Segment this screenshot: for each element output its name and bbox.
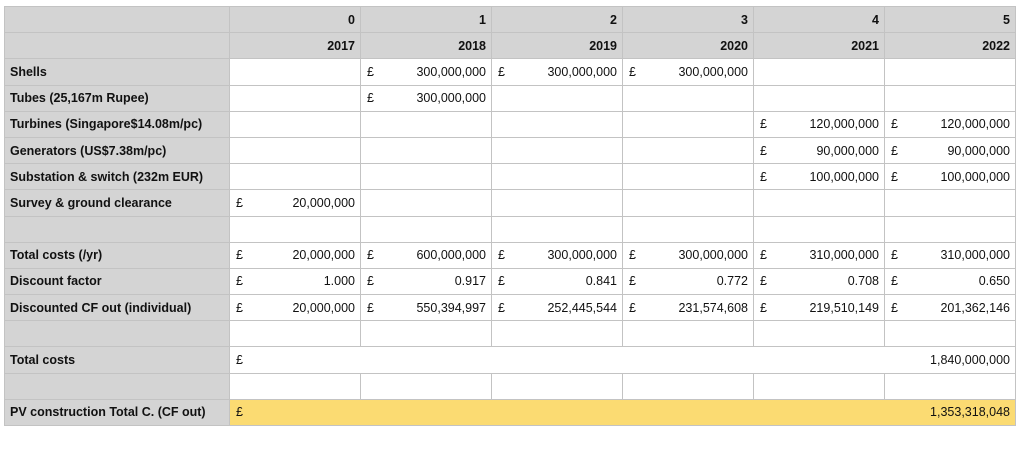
currency-symbol: £: [629, 64, 636, 79]
amount-text: 219,510,149: [809, 300, 879, 315]
row-label-cell[interactable]: Substation & switch (232m EUR): [5, 164, 230, 190]
value-cell[interactable]: [754, 295, 885, 321]
row-label-cell[interactable]: Discounted CF out (individual): [5, 295, 230, 321]
currency-symbol: £: [236, 195, 243, 210]
currency-symbol: £: [760, 143, 767, 158]
amount-text: 0.841: [585, 274, 617, 289]
period-header-cell[interactable]: 1: [361, 7, 492, 33]
value-cell[interactable]: [361, 242, 492, 268]
table-row: [5, 59, 1016, 85]
currency-symbol: £: [760, 248, 767, 263]
currency-symbol: £: [498, 300, 505, 315]
currency-symbol: £: [760, 169, 767, 184]
table-row: [5, 321, 1016, 347]
value-cell[interactable]: [492, 216, 623, 242]
year-header-cell[interactable]: 2018: [361, 33, 492, 59]
value-cell[interactable]: [492, 373, 623, 399]
period-header-cell[interactable]: 0: [230, 7, 361, 33]
amount-text: 0.708: [847, 274, 879, 289]
value-cell[interactable]: [623, 373, 754, 399]
currency-value: [759, 301, 879, 315]
total-costs-row: [5, 347, 1016, 373]
amount-text: 1.000: [323, 274, 355, 289]
amount-text: 300,000,000: [547, 64, 617, 79]
row-label-cell[interactable]: Tubes (25,167m Rupee): [5, 85, 230, 111]
value-cell[interactable]: [623, 164, 754, 190]
currency-symbol: £: [760, 300, 767, 315]
value-cell[interactable]: [885, 164, 1016, 190]
value-cell[interactable]: [230, 373, 361, 399]
currency-symbol: £: [367, 91, 374, 106]
currency-value: [890, 274, 1010, 288]
value-cell[interactable]: [361, 295, 492, 321]
currency-value: [366, 248, 486, 262]
value-cell[interactable]: [754, 216, 885, 242]
currency-symbol: £: [498, 274, 505, 289]
value-cell[interactable]: [885, 190, 1016, 216]
currency-value: [759, 170, 879, 184]
value-cell[interactable]: [754, 268, 885, 294]
table-row: [5, 137, 1016, 163]
table-row: [5, 164, 1016, 190]
amount-text: 300,000,000: [416, 91, 486, 106]
value-cell[interactable]: [754, 137, 885, 163]
currency-value: [759, 144, 879, 158]
amount-text: 90,000,000: [947, 143, 1010, 158]
amount-text: 100,000,000: [940, 169, 1010, 184]
table-row: [5, 242, 1016, 268]
value-cell[interactable]: [492, 190, 623, 216]
currency-symbol: £: [236, 300, 243, 315]
header-corner-cell[interactable]: [5, 7, 230, 33]
amount-text: 100,000,000: [809, 169, 879, 184]
period-header-cell[interactable]: 2: [492, 7, 623, 33]
value-cell[interactable]: [623, 190, 754, 216]
value-cell[interactable]: [492, 59, 623, 85]
value-cell[interactable]: [885, 321, 1016, 347]
currency-symbol: £: [236, 274, 243, 289]
value-cell[interactable]: [230, 268, 361, 294]
currency-symbol: £: [367, 274, 374, 289]
year-header-cell[interactable]: 2020: [623, 33, 754, 59]
year-header-cell[interactable]: 2022: [885, 33, 1016, 59]
value-cell[interactable]: [361, 268, 492, 294]
currency-value: [235, 248, 355, 262]
currency-value: [890, 170, 1010, 184]
row-label-cell[interactable]: Discount factor: [5, 268, 230, 294]
amount-text: 0.650: [978, 274, 1010, 289]
pv-total-row: [5, 399, 1016, 425]
value-cell[interactable]: [361, 373, 492, 399]
value-cell[interactable]: [754, 321, 885, 347]
value-cell[interactable]: [230, 321, 361, 347]
value-cell[interactable]: [885, 111, 1016, 137]
table-row: [5, 295, 1016, 321]
value-cell[interactable]: [885, 216, 1016, 242]
table-row: [5, 111, 1016, 137]
value-cell[interactable]: [230, 190, 361, 216]
amount-text: 310,000,000: [809, 248, 879, 263]
currency-symbol: £: [236, 353, 243, 368]
row-label-cell[interactable]: Turbines (Singapore$14.08m/pc): [5, 111, 230, 137]
currency-value: [890, 301, 1010, 315]
value-cell[interactable]: [492, 295, 623, 321]
currency-value: [366, 65, 486, 79]
currency-value: [497, 248, 617, 262]
row-label-cell[interactable]: Generators (US$7.38m/pc): [5, 137, 230, 163]
year-header-cell[interactable]: 2017: [230, 33, 361, 59]
amount-text: 20,000,000: [292, 195, 355, 210]
value-cell[interactable]: [492, 242, 623, 268]
currency-symbol: £: [629, 300, 636, 315]
value-cell[interactable]: [754, 85, 885, 111]
value-cell[interactable]: [623, 59, 754, 85]
header-row-periods: [5, 7, 1016, 33]
value-cell[interactable]: [885, 268, 1016, 294]
value-cell[interactable]: [361, 59, 492, 85]
currency-value: [628, 301, 748, 315]
row-label-cell[interactable]: [5, 373, 230, 399]
value-cell[interactable]: [230, 85, 361, 111]
header-row-years: [5, 33, 1016, 59]
value-cell[interactable]: [885, 373, 1016, 399]
merged-value-cell[interactable]: [230, 347, 1016, 373]
spreadsheet-table: [4, 6, 1016, 426]
value-cell[interactable]: [230, 137, 361, 163]
value-cell[interactable]: [230, 295, 361, 321]
value-cell[interactable]: [885, 137, 1016, 163]
amount-text: 310,000,000: [940, 248, 1010, 263]
currency-value: [628, 248, 748, 262]
value-cell[interactable]: [230, 164, 361, 190]
amount-text: 231,574,608: [678, 300, 748, 315]
row-label-cell[interactable]: Survey & ground clearance: [5, 190, 230, 216]
value-cell[interactable]: [623, 111, 754, 137]
currency-symbol: £: [760, 117, 767, 132]
currency-value: [235, 353, 1010, 367]
table-row: [5, 268, 1016, 294]
value-cell[interactable]: [361, 321, 492, 347]
amount-text: 20,000,000: [292, 300, 355, 315]
currency-value: [890, 117, 1010, 131]
merged-value-cell[interactable]: [230, 399, 1016, 425]
value-cell[interactable]: [754, 190, 885, 216]
value-cell[interactable]: [361, 190, 492, 216]
value-cell[interactable]: [230, 111, 361, 137]
value-cell[interactable]: [885, 295, 1016, 321]
currency-value: [628, 274, 748, 288]
year-header-cell[interactable]: 2019: [492, 33, 623, 59]
currency-symbol: £: [236, 248, 243, 263]
amount-text: 201,362,146: [940, 300, 1010, 315]
value-cell[interactable]: [492, 111, 623, 137]
value-cell[interactable]: [754, 59, 885, 85]
currency-symbol: £: [891, 248, 898, 263]
value-cell[interactable]: [885, 242, 1016, 268]
value-cell[interactable]: [623, 268, 754, 294]
value-cell[interactable]: [492, 85, 623, 111]
row-label-cell[interactable]: [5, 216, 230, 242]
row-label-cell[interactable]: [5, 321, 230, 347]
currency-value: [235, 301, 355, 315]
row-label-cell[interactable]: Total costs: [5, 347, 230, 373]
currency-value: [497, 301, 617, 315]
currency-value: [497, 65, 617, 79]
value-cell[interactable]: [885, 85, 1016, 111]
amount-text: 300,000,000: [547, 248, 617, 263]
currency-symbol: £: [629, 274, 636, 289]
value-cell[interactable]: [492, 164, 623, 190]
currency-value: [235, 196, 355, 210]
amount-text: 550,394,997: [416, 300, 486, 315]
value-cell[interactable]: [361, 164, 492, 190]
year-header-cell[interactable]: 2021: [754, 33, 885, 59]
amount-text: 300,000,000: [416, 64, 486, 79]
value-cell[interactable]: [230, 59, 361, 85]
table-row: [5, 373, 1016, 399]
value-cell[interactable]: [492, 268, 623, 294]
value-cell[interactable]: [623, 137, 754, 163]
value-cell[interactable]: [492, 321, 623, 347]
amount-text: 1,840,000,000: [930, 353, 1010, 368]
row-label-cell[interactable]: PV construction Total C. (CF out): [5, 399, 230, 425]
amount-text: 120,000,000: [940, 117, 1010, 132]
amount-text: 0.772: [716, 274, 748, 289]
currency-value: [759, 274, 879, 288]
value-cell[interactable]: [623, 216, 754, 242]
amount-text: 600,000,000: [416, 248, 486, 263]
value-cell[interactable]: [754, 164, 885, 190]
table-row: [5, 190, 1016, 216]
currency-symbol: £: [629, 248, 636, 263]
currency-symbol: £: [891, 117, 898, 132]
amount-text: 300,000,000: [678, 64, 748, 79]
value-cell[interactable]: [885, 59, 1016, 85]
currency-symbol: £: [891, 300, 898, 315]
value-cell[interactable]: [754, 242, 885, 268]
value-cell[interactable]: [361, 111, 492, 137]
value-cell[interactable]: [623, 85, 754, 111]
value-cell[interactable]: [623, 295, 754, 321]
amount-text: 20,000,000: [292, 248, 355, 263]
value-cell[interactable]: [492, 137, 623, 163]
value-cell[interactable]: [623, 242, 754, 268]
amount-text: 120,000,000: [809, 117, 879, 132]
row-label-cell[interactable]: Shells: [5, 59, 230, 85]
currency-symbol: £: [498, 64, 505, 79]
table-row: [5, 85, 1016, 111]
amount-text: 300,000,000: [678, 248, 748, 263]
period-header-cell[interactable]: 3: [623, 7, 754, 33]
currency-value: [759, 248, 879, 262]
currency-value: [366, 274, 486, 288]
currency-value: [366, 301, 486, 315]
value-cell[interactable]: [361, 216, 492, 242]
header-corner-cell[interactable]: [5, 33, 230, 59]
currency-symbol: £: [367, 300, 374, 315]
currency-value: [235, 405, 1010, 419]
currency-symbol: £: [236, 405, 243, 420]
value-cell[interactable]: [754, 373, 885, 399]
period-header-cell[interactable]: 4: [754, 7, 885, 33]
currency-symbol: £: [367, 64, 374, 79]
currency-value: [890, 248, 1010, 262]
table-row: [5, 216, 1016, 242]
currency-symbol: £: [498, 248, 505, 263]
currency-symbol: £: [891, 143, 898, 158]
row-label-cell[interactable]: Total costs (/yr): [5, 242, 230, 268]
currency-value: [235, 274, 355, 288]
value-cell[interactable]: [754, 111, 885, 137]
currency-symbol: £: [367, 248, 374, 263]
amount-text: 0.917: [454, 274, 486, 289]
value-cell[interactable]: [230, 242, 361, 268]
currency-symbol: £: [891, 274, 898, 289]
amount-text: 90,000,000: [816, 143, 879, 158]
amount-text: 252,445,544: [547, 300, 617, 315]
currency-value: [890, 144, 1010, 158]
value-cell[interactable]: [361, 137, 492, 163]
period-header-cell[interactable]: 5: [885, 7, 1016, 33]
currency-value: [759, 117, 879, 131]
amount-text: 1,353,318,048: [930, 405, 1010, 420]
currency-symbol: £: [891, 169, 898, 184]
currency-value: [497, 274, 617, 288]
currency-symbol: £: [760, 274, 767, 289]
currency-value: [366, 91, 486, 105]
value-cell[interactable]: [361, 85, 492, 111]
value-cell[interactable]: [623, 321, 754, 347]
currency-value: [628, 65, 748, 79]
value-cell[interactable]: [230, 216, 361, 242]
